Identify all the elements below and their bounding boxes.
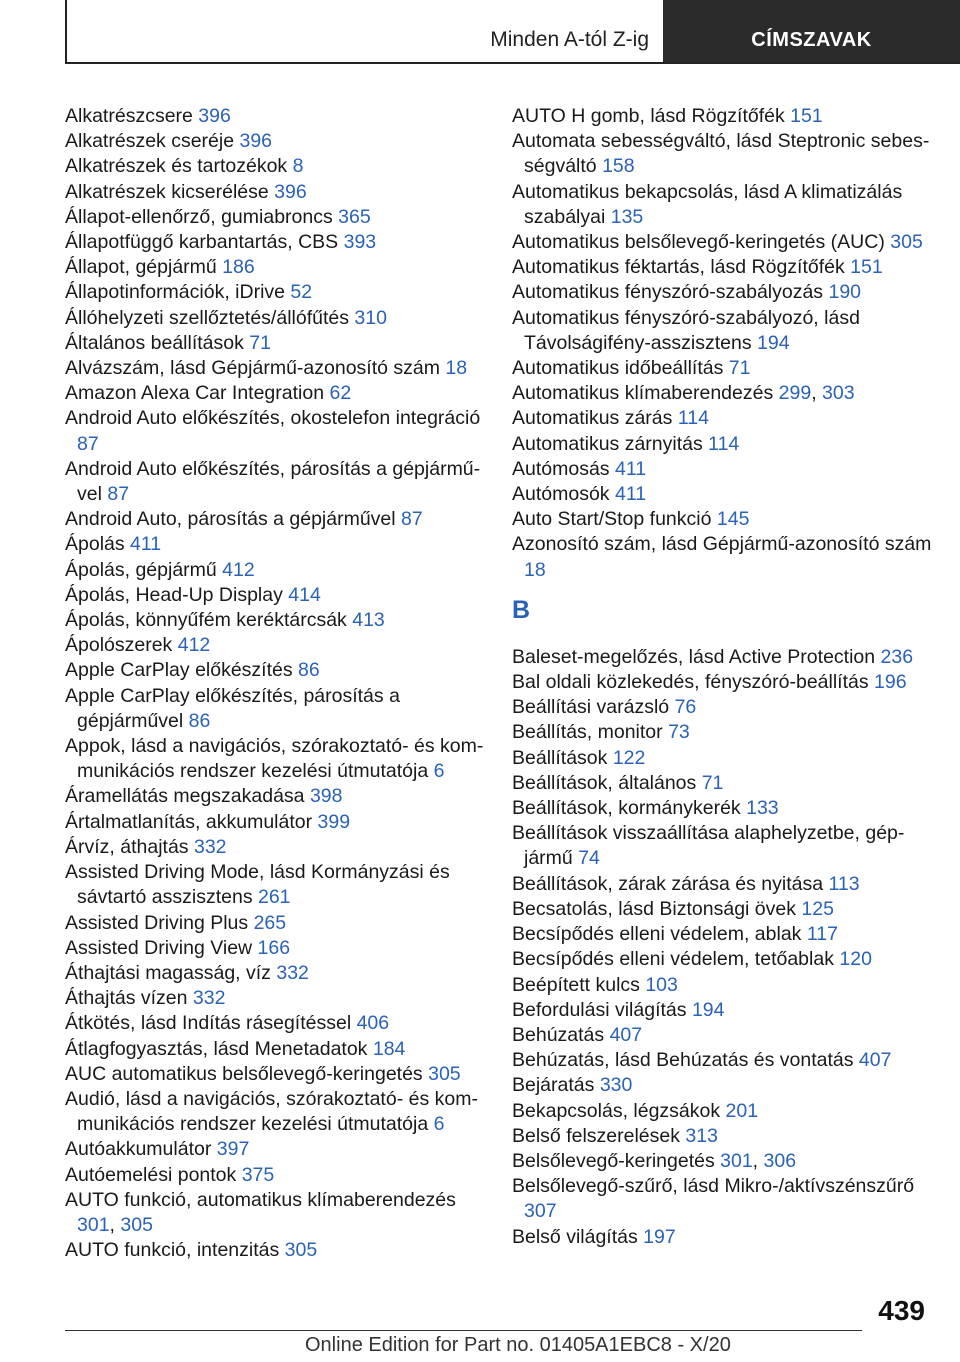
index-entry <box>65 104 485 129</box>
index-entry-term: Automatikus fényszóró-szabályozás <box>512 281 829 304</box>
index-entry-term: Beállítások <box>512 746 613 769</box>
index-group-b <box>512 645 937 1250</box>
page-ref-link[interactable]: 194 <box>691 998 725 1021</box>
page-ref-link[interactable]: 74 <box>578 847 600 870</box>
index-entry <box>512 406 937 431</box>
index-entry <box>512 947 937 972</box>
page-ref-link[interactable]: 332 <box>193 835 227 858</box>
index-entry <box>65 734 485 784</box>
page-ref-link[interactable]: 87 <box>107 483 130 506</box>
index-entry-term: Áramellátás megszakadása <box>65 785 310 808</box>
index-group-a <box>512 104 937 583</box>
index-entry <box>65 986 485 1011</box>
index-entry <box>512 255 937 280</box>
page-ref-link[interactable]: 113 <box>828 872 860 895</box>
index-entry-term: Android Auto előkészítés, párosítás a gépjárművel <box>65 457 481 506</box>
index-entry-term: Beállítás, monitor <box>512 721 669 744</box>
index-entry <box>65 1062 485 1087</box>
index-entry-term: Automatikus zárás <box>512 407 678 430</box>
page-ref-link[interactable]: 398 <box>309 785 343 808</box>
page-ref-link[interactable]: 6 <box>433 1113 445 1136</box>
index-entry <box>512 720 937 745</box>
page-ref-link[interactable]: 125 <box>801 897 834 920</box>
index-entry-term: AUTO H gomb, lásd Rögzítőfék <box>512 105 791 127</box>
index-entry <box>65 558 485 583</box>
index-entry-term: Áthajtás vízen <box>65 987 193 1010</box>
index-entry <box>65 331 485 356</box>
page-ref-link[interactable]: 310 <box>354 306 387 329</box>
index-entry <box>65 507 485 532</box>
index-entry-term: Assisted Driving Mode, lásd Kormányzási és sávtartó asszisztens <box>65 861 450 909</box>
index-entry <box>65 936 485 961</box>
page-ref-separator: , <box>811 382 823 405</box>
index-entry-term: Autóemelési pontok <box>65 1163 242 1186</box>
index-entry <box>65 532 485 557</box>
index-entry <box>512 670 937 695</box>
index-entry-term: Állapot, gépjármű <box>65 256 223 279</box>
index-entry <box>512 280 937 305</box>
index-entry-term: Becsípődés elleni védelem, ablak <box>512 923 807 946</box>
page-ref-link[interactable]: 399 <box>317 810 351 833</box>
index-entry <box>512 129 937 179</box>
index-entry <box>65 1137 485 1162</box>
index-entry <box>512 532 937 582</box>
index-entry-term: Alkatrészcsere <box>65 105 199 127</box>
page-ref-link[interactable]: 184 <box>372 1037 406 1060</box>
footer-divider <box>65 1330 862 1331</box>
index-entry-term: Bal oldali közlekedés, fényszóró-beállítás <box>512 671 875 694</box>
page-ref-link[interactable]: 135 <box>610 205 644 228</box>
index-entry-term: Amazon Alexa Car Integration <box>65 382 330 405</box>
index-entry-term: Beállítások, kormánykerék <box>512 797 747 820</box>
index-entry <box>512 1023 937 1048</box>
index-entry-term: Bekapcsolás, légzsákok <box>512 1099 726 1122</box>
index-entry <box>512 695 937 720</box>
page-ref-link[interactable]: 76 <box>674 696 697 719</box>
page-ref-link[interactable]: 151 <box>850 256 883 279</box>
page-header <box>65 0 960 64</box>
page-ref-link[interactable]: 412 <box>222 558 255 581</box>
index-entry-term: Állapot-ellenőrző, gumiabroncs <box>65 205 339 228</box>
index-entry <box>65 810 485 835</box>
index-entry <box>65 1188 485 1238</box>
index-entry-term: Beállítások visszaállítása alaphelyzetbe, gépjármű <box>512 822 905 870</box>
index-entry <box>512 1174 937 1224</box>
page-ref-link[interactable]: 412 <box>177 634 211 657</box>
index-entry-term: Alkatrészek cseréje <box>65 130 240 153</box>
page-ref-link[interactable]: 307 <box>524 1200 557 1223</box>
index-entry <box>512 973 937 998</box>
index-entry-term: Beépített kulcs <box>512 973 646 996</box>
index-entry-term: Állóhelyzeti szellőztetés/állófűtés <box>65 306 355 329</box>
header-section-title: Minden A-tól Z-ig <box>490 28 649 51</box>
index-entry <box>512 306 937 356</box>
index-entry-term: Apple CarPlay előkészítés <box>65 659 299 682</box>
index-entry-term: Átlagfogyasztás, lásd Menetadatok <box>65 1037 373 1060</box>
page-ref-link[interactable]: 301 <box>720 1149 753 1172</box>
index-entry-term: Android Auto, párosítás a gépjárművel <box>65 508 402 531</box>
page-ref-link[interactable]: 305 <box>890 231 923 254</box>
page-ref-link[interactable]: 393 <box>343 231 377 254</box>
page-ref-link[interactable]: 190 <box>828 281 862 304</box>
footer-edition: Online Edition for Part no. 01405A1EBC8 - X/20 <box>305 1334 731 1356</box>
page-ref-link[interactable]: 87 <box>401 508 423 531</box>
page-ref-link[interactable]: 117 <box>806 923 838 946</box>
index-entry <box>65 255 485 280</box>
page-ref-link[interactable]: 166 <box>257 936 291 959</box>
page-ref-link[interactable]: 197 <box>643 1225 676 1248</box>
page-ref-link[interactable]: 114 <box>708 432 740 455</box>
index-entry-term: Általános beállítások <box>65 331 250 354</box>
index-entry <box>65 180 485 205</box>
index-entry-term: Belsőlevegő-szűrő, lásd Mikro-/aktívszénszűrő <box>512 1175 915 1198</box>
index-entry-term: Becsatolás, lásd Biztonsági övek <box>512 897 802 920</box>
page-ref-link[interactable]: 201 <box>725 1099 759 1122</box>
index-entry <box>512 457 937 482</box>
page-ref-link[interactable]: 71 <box>728 357 751 380</box>
index-entry <box>512 1149 937 1174</box>
index-entry <box>512 104 937 129</box>
page-ref-link[interactable]: 313 <box>685 1124 718 1147</box>
index-entry-term: Áthajtási magasság, víz <box>65 961 277 984</box>
index-entry <box>512 356 937 381</box>
page-ref-link[interactable]: 103 <box>645 973 678 996</box>
page-ref-link[interactable]: 18 <box>524 558 546 581</box>
index-entry-term: Ápolás <box>65 533 131 556</box>
index-entry <box>512 482 937 507</box>
page-ref-link[interactable]: 196 <box>874 671 907 694</box>
page-ref-link[interactable]: 145 <box>716 508 750 531</box>
index-entry <box>512 998 937 1023</box>
index-entry-term: Állapotinformációk, iDrive <box>65 281 291 304</box>
index-entry <box>65 1238 485 1263</box>
index-entry <box>65 684 485 734</box>
index-entry <box>65 381 485 406</box>
index-entry <box>65 356 485 381</box>
index-entry <box>65 608 485 633</box>
index-entry-term: Alvázszám, lásd Gépjármű-azonosító szám <box>65 357 446 380</box>
index-entry <box>65 961 485 986</box>
page-ref-link[interactable]: 305 <box>284 1239 318 1262</box>
page-ref-link[interactable]: 52 <box>290 281 313 304</box>
page-ref-link[interactable]: 365 <box>338 205 371 228</box>
index-entry-term: Audió, lásd a navigációs, szórakoztató- és kommunikációs rendszer kezelési útmutatója <box>65 1087 478 1136</box>
page-ref-link[interactable]: 406 <box>356 1012 390 1035</box>
index-entry <box>512 897 937 922</box>
index-entry <box>65 457 485 507</box>
index-entry <box>512 1099 937 1124</box>
index-entry-term: Ápolás, könnyűfém keréktárcsák <box>65 609 353 632</box>
page-ref-link[interactable]: 301 <box>77 1213 110 1236</box>
index-entry <box>65 406 485 456</box>
index-entry <box>65 129 485 154</box>
index-entry-term: Automatikus időbeállítás <box>512 357 729 380</box>
page-number: 439 <box>878 1295 925 1326</box>
index-entry-term: Behúzatás, lásd Behúzatás és vontatás <box>512 1049 859 1072</box>
index-entry <box>65 658 485 683</box>
index-entry-term: Belső felszerelések <box>512 1124 686 1147</box>
index-column-left <box>65 104 485 1263</box>
index-entry-term: Autómosás <box>512 457 615 480</box>
index-column-right <box>512 104 937 1250</box>
page-ref-link[interactable]: 87 <box>77 432 99 455</box>
index-entry-term: Appok, lásd a navigációs, szórakoztató- és kommunikációs rendszer kezelési útmutatója <box>65 735 484 783</box>
index-entry <box>65 154 485 179</box>
page-ref-link[interactable]: 407 <box>858 1049 892 1072</box>
index-entry-term: Ápolás, Head-Up Display <box>65 583 289 606</box>
index-entry-term: Alkatrészek kicserélése <box>65 180 275 203</box>
page-ref-separator: , <box>752 1149 764 1172</box>
page-ref-link[interactable]: 265 <box>253 911 287 934</box>
index-entry <box>65 633 485 658</box>
index-entry <box>512 1073 937 1098</box>
index-entry-term: Autómosók <box>512 483 615 506</box>
index-letter-heading: B <box>512 595 531 624</box>
page-ref-link[interactable]: 71 <box>249 331 271 354</box>
index-entry <box>512 1225 937 1250</box>
index-entry-term: Behúzatás <box>512 1023 610 1046</box>
index-entry <box>65 835 485 860</box>
index-entry <box>512 746 937 771</box>
index-entry <box>65 1163 485 1188</box>
index-entry-term: Assisted Driving View <box>65 936 258 959</box>
index-entry <box>65 280 485 305</box>
index-entry <box>512 1124 937 1149</box>
index-entry-term: Automatikus bekapcsolás, lásd A klimatizálás szabályai <box>512 180 903 228</box>
index-entry-term: Automatikus zárnyitás <box>512 432 709 455</box>
index-entry-term: Baleset-megelőzés, lásd Active Protection <box>512 645 881 668</box>
index-entry <box>65 583 485 608</box>
index-entry-term: Becsípődés elleni védelem, tetőablak <box>512 948 840 971</box>
page-ref-link[interactable]: 397 <box>216 1138 250 1161</box>
header-chapter-tab: CÍMSZAVAK <box>663 0 960 62</box>
index-entry-term: AUTO funkció, intenzitás <box>65 1239 285 1262</box>
page-ref-link[interactable]: 236 <box>880 645 914 668</box>
index-entry <box>512 771 937 796</box>
index-entry <box>512 821 937 871</box>
index-entry <box>65 1037 485 1062</box>
index-entry <box>65 1087 485 1137</box>
index-entry <box>512 180 937 230</box>
index-entry <box>512 381 937 406</box>
page-ref-link[interactable]: 396 <box>274 180 307 203</box>
page-ref-link[interactable]: 303 <box>822 382 855 405</box>
index-entry-term: Bejáratás <box>512 1074 600 1097</box>
index-entry-term: Auto Start/Stop funkció <box>512 508 717 531</box>
page-ref-link[interactable]: 305 <box>120 1213 153 1236</box>
index-entry-term: AUTO funkció, automatikus klímaberendezés <box>65 1188 456 1211</box>
index-entry-term: Autóakkumulátor <box>65 1138 217 1161</box>
page-ref-link[interactable]: 18 <box>445 357 468 380</box>
page-ref-link[interactable]: 133 <box>746 797 779 820</box>
page-ref-link[interactable]: 194 <box>757 331 790 354</box>
index-entry-term: Alkatrészek és tartozékok <box>65 155 293 178</box>
page-ref-link[interactable]: 151 <box>790 105 823 127</box>
index-entry-term: Állapotfüggő karbantartás, CBS <box>65 231 344 254</box>
page-ref-link[interactable]: 305 <box>428 1062 461 1085</box>
index-entry-term: Automatikus klímaberendezés <box>512 382 779 405</box>
index-entry <box>512 872 937 897</box>
page-ref-link[interactable]: 396 <box>198 105 231 127</box>
page-ref-separator: , <box>109 1213 121 1236</box>
page-ref-link[interactable]: 71 <box>701 771 724 794</box>
index-entry-term: Beállítások, zárak zárása és nyitása <box>512 872 829 895</box>
page-ref-link[interactable]: 186 <box>222 256 255 279</box>
index-entry-term: Automata sebességváltó, lásd Steptronic sebességváltó <box>512 130 930 178</box>
index-entry-term: Automatikus fényszóró-szabályozó, lásd Távolságifény-asszisztens <box>512 306 860 354</box>
index-entry-term: Belső világítás <box>512 1225 644 1248</box>
index-entry <box>512 645 937 670</box>
index-entry <box>65 911 485 936</box>
page-ref-link[interactable]: 411 <box>614 483 647 506</box>
index-entry-term: Beállítások, általános <box>512 771 702 794</box>
index-entry <box>65 230 485 255</box>
index-entry-term: Automatikus belsőlevegő-keringetés (AUC) <box>512 231 891 254</box>
page-ref-link[interactable]: 122 <box>612 746 646 769</box>
page-ref-link[interactable]: 86 <box>298 659 320 682</box>
page-ref-link[interactable]: 158 <box>602 155 635 178</box>
page-ref-link[interactable]: 299 <box>778 382 812 405</box>
page-ref-link[interactable]: 411 <box>614 457 647 480</box>
page-ref-link[interactable]: 375 <box>241 1163 275 1186</box>
index-entry <box>512 796 937 821</box>
index-entry <box>512 922 937 947</box>
page-ref-link[interactable]: 120 <box>839 948 872 971</box>
index-entry <box>65 306 485 331</box>
page-ref-link[interactable]: 332 <box>276 961 309 984</box>
page-ref-link[interactable]: 407 <box>609 1023 643 1046</box>
index-entry-term: Android Auto előkészítés, okostelefon integráció <box>65 407 481 430</box>
index-entry-term: Ápolószerek <box>65 634 178 657</box>
index-entry-term: Automatikus féktartás, lásd Rögzítőfék <box>512 256 851 279</box>
page-ref-link[interactable]: 8 <box>292 155 304 178</box>
index-entry <box>512 1048 937 1073</box>
page-ref-link[interactable]: 411 <box>130 533 162 556</box>
index-entry-term: AUC automatikus belsőlevegő-keringetés <box>65 1062 429 1085</box>
index-entry <box>65 784 485 809</box>
index-entry-term: Beállítási varázsló <box>512 696 675 719</box>
index-entry-term: Ártalmatlanítás, akkumulátor <box>65 810 318 833</box>
index-entry-term: Apple CarPlay előkészítés, párosítás a gépjárművel <box>65 684 400 732</box>
index-entry-term: Azonosító szám, lásd Gépjármű-azonosító szám <box>512 533 932 556</box>
index-entry <box>65 1011 485 1036</box>
page-ref-link[interactable]: 330 <box>599 1074 633 1097</box>
page-ref-link[interactable]: 62 <box>329 382 352 405</box>
index-entry-term: Assisted Driving Plus <box>65 911 254 934</box>
page-ref-link[interactable]: 332 <box>192 987 226 1010</box>
page-ref-link[interactable]: 6 <box>433 760 445 783</box>
page-ref-link[interactable]: 261 <box>257 886 291 909</box>
index-entry <box>512 507 937 532</box>
page-ref-link[interactable]: 86 <box>188 709 211 732</box>
page-ref-link[interactable]: 413 <box>352 609 385 632</box>
index-entry-term: Árvíz, áthajtás <box>65 835 194 858</box>
index-entry-term: Befordulási világítás <box>512 998 692 1021</box>
index-entry <box>512 230 937 255</box>
page-ref-link[interactable]: 414 <box>288 583 321 606</box>
index-entry <box>512 432 937 457</box>
page-ref-link[interactable]: 114 <box>677 407 709 430</box>
index-entry <box>65 860 485 910</box>
page-ref-link[interactable]: 396 <box>239 130 273 153</box>
page-ref-link[interactable]: 73 <box>668 721 690 744</box>
index-entry-term: Ápolás, gépjármű <box>65 558 223 581</box>
index-entry <box>65 205 485 230</box>
index-entry-term: Átkötés, lásd Indítás rásegítéssel <box>65 1012 357 1035</box>
page-ref-link[interactable]: 306 <box>763 1149 797 1172</box>
index-entry-term: Belsőlevegő-keringetés <box>512 1149 721 1172</box>
